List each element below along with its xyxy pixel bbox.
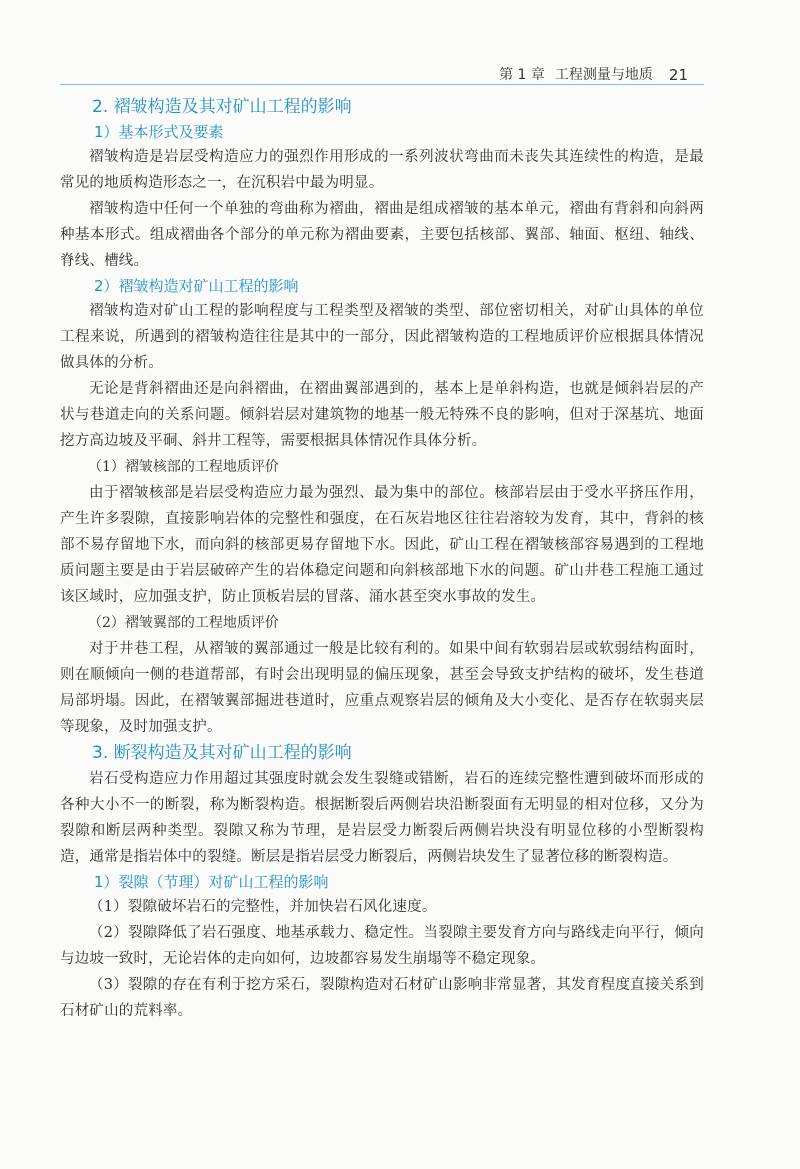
paragraph: 褶皱构造对矿山工程的影响程度与工程类型及褶皱的类型、部位密切相关，对矿山具体的单位工程来说，所遇到的褶皱构造往往是其中的一部分，因此褶皱构造的工程地质评价应根据具体情况做具体的分析。 [60,303,704,371]
paragraph: 由于褶皱核部是岩层受构造应力最为强烈、最为集中的部位。核部岩层由于受水平挤压作用，产生许多裂隙，直接影响岩体的完整性和强度，在石灰岩地区往往岩溶较为发育，其中，背斜的核部不易存留地下水，而向斜的核部更易存留地下水。因此，矿山工程在褶皱核部容易遇到的工程地质问题主要是由于岩层破碎产生的岩体稳定问题和向斜核部地下水的问题。矿山井巷工程施工通过该区域时，应加强支护，防止顶板岩层的冒落、涌水甚至突水事故的发生。 [60,485,704,605]
list-item: （1）裂隙破坏岩石的完整性，并加快岩石风化速度。 [89,899,437,915]
paragraph: 岩石受构造应力作用超过其强度时就会发生裂缝或错断，岩石的连续完整性遭到破坏而形成的各种大小不一的断裂，称为断裂构造。根据断裂后两侧岩块沿断裂面有无明显的相对位移，又分为裂隙和断层两种类型。裂隙又称为节理，是岩层受力断裂后两侧岩块没有明显位移的小型断裂构造，通常是指岩体中的裂缝。断层是指岩层受力断裂后，两侧岩块发生了显著位移的断裂构造。 [60,771,704,865]
list-item: （3）裂隙的存在有利于挖方采石，裂隙构造对石材矿山影响非常显著，其发育程度直接关系到石材矿山的荒料率。 [60,977,704,1019]
subsection-heading-fissure-impact: 1）裂隙（节理）对矿山工程的影响 [94,873,329,891]
paragraph: 对于井巷工程，从褶皱的翼部通过一般是比较有利的。如果中间有软弱岩层或软弱结构面时，则在顺倾向一侧的巷道帮部，有时会出现明显的偏压现象，甚至会导致支护结构的破坏，发生巷道局部坍塌。因此，在褶皱翼部掘进巷道时，应重点观察岩层的倾角及大小变化、是否存在软弱夹层等现象，及时加强支护。 [60,641,704,735]
page-content [60,94,704,1024]
page-number: 21 [668,66,688,84]
list-item: （2）裂隙降低了岩石强度、地基承载力、稳定性。当裂隙主要发育方向与路线走向平行，倾向与边坡一致时，无论岩体的走向如何，边坡都容易发生崩塌等不稳定现象。 [60,925,704,967]
paragraph: 无论是背斜褶曲还是向斜褶曲，在褶曲翼部遇到的，基本上是单斜构造，也就是倾斜岩层的产状与巷道走向的关系问题。倾斜岩层对建筑物的地基一般无特殊不良的影响，但对于深基坑、地面挖方高边坡及平硐、斜井工程等，需要根据具体情况作具体分析。 [60,381,704,449]
header-divider [60,84,704,85]
chapter-label: 第 1 章 [499,67,545,83]
section-heading-2: 2. 褶皱构造及其对矿山工程的影响 [92,97,352,117]
chapter-title: 工程测量与地质 [554,67,653,83]
subsection-heading-fold-impact: 2）褶皱构造对矿山工程的影响 [94,277,299,295]
item-heading-fold-limb: （2）褶皱翼部的工程地质评价 [88,615,279,631]
running-header [60,58,688,84]
subsection-heading-basic-forms: 1）基本形式及要素 [94,123,224,141]
paragraph: 褶皱构造是岩层受构造应力的强烈作用形成的一系列波状弯曲而未丧失其连续性的构造，是最常见的地质构造形态之一，在沉积岩中最为明显。 [60,149,704,191]
paragraph: 褶皱构造中任何一个单独的弯曲称为褶曲，褶曲是组成褶皱的基本单元，褶曲有背斜和向斜两种基本形式。组成褶曲各个部分的单元称为褶曲要素，主要包括核部、翼部、轴面、枢纽、轴线、脊线、槽线。 [60,201,704,269]
section-heading-3: 3. 断裂构造及其对矿山工程的影响 [92,743,352,763]
item-heading-fold-core: （1）褶皱核部的工程地质评价 [88,459,279,475]
